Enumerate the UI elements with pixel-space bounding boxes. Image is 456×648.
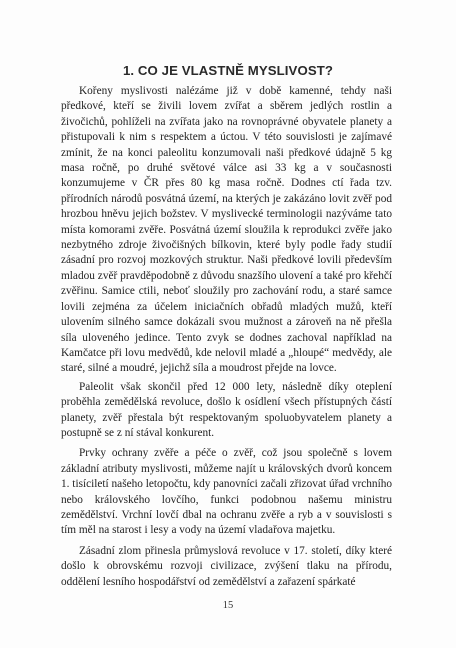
paragraph-4: Zásadní zlom přinesla průmyslová revoluce v 17. století, díky které došlo k obrovskému rozvoji civilizace, zvýšení tlaku na přírodu, oddělení lesního hospodářství od zemědělství a zařazení spárkaté bbox=[61, 544, 392, 588]
paragraph-2: Paleolit však skončil před 12 000 lety, následně díky oteplení proběhla zemědělská revoluce, došlo k osídlení všech přístupných částí planety, zvěř přestala být respektovaným spoluobyvatelem planety a postupně se z ní stával konkurent. bbox=[61, 380, 392, 439]
page-number: 15 bbox=[222, 600, 234, 611]
paragraph-1: Kořeny myslivosti nalézáme již v době kamenné, tehdy naši předkové, kteří se živili lovem zvířat a sběrem jedlých rostlin a živočichů, pohlíželi na zvířata jako na rovnoprávné obyvatele planety a přistupovali k nim s respektem a úctou. V této souvislosti je zajímavé zmínit, že na konci paleolitu konzumovali naši předkové údajně 5 kg masa ročně, po druhé světové válce asi 33 kg a v současnosti konzumujeme v ČR přes 80 kg masa ročně. Dodnes ctí řada tzv. přírodních národů posvátná území, na kterých je zakázáno lovit zvěř pod hrozbou hněvu jejich božstev. V myslivecké terminologii nazýváme tato místa komorami zvěře. Posvátná území sloužila k reprodukci zvěře jako nezbytného zdroje živočišných bílkovin, které byly podle řady studií zásadní pro rozvoj mozkových struktur. Naši předkové lovili především mladou zvěř pravděpodobně z důvodu snazšího ulovení a také pro křehčí zvěřinu. Samice ctili, neboť sloužily pro zachování rodu, a staré samce lovili zejména za účelem iniciačních obřadů mladých mužů, kteří ulovením silného samce dokázali svou mužnost a zároveň na ně přešla síla uloveného jedince. Tento zvyk se dodnes zachoval například na Kamčatce při lovu medvědů, kde nelovil mladé a „hloupé“ medvědy, ale staré, silné a moudré, jejichž síla a moudrost přejde na lovce. bbox=[61, 85, 392, 375]
body-text bbox=[61, 84, 392, 590]
paragraph-3: Prvky ochrany zvěře a péče o zvěř, což jsou společně s lovem základní atributy myslivosti, můžeme najít u královských dvorů koncem 1. tisíciletí našeho letopočtu, kdy panovníci začali zřizovat úřad vrchního nebo královského lovčího, funkci podobnou našemu ministru zemědělství. Vrchní lovčí dbal na ochranu zvěře a ryb a v souvislosti s tím měl na starost i lesy a vody na území vladařova majetku. bbox=[61, 447, 392, 537]
chapter-heading: 1. CO JE VLASTNĚ MYSLIVOST? bbox=[122, 63, 334, 78]
